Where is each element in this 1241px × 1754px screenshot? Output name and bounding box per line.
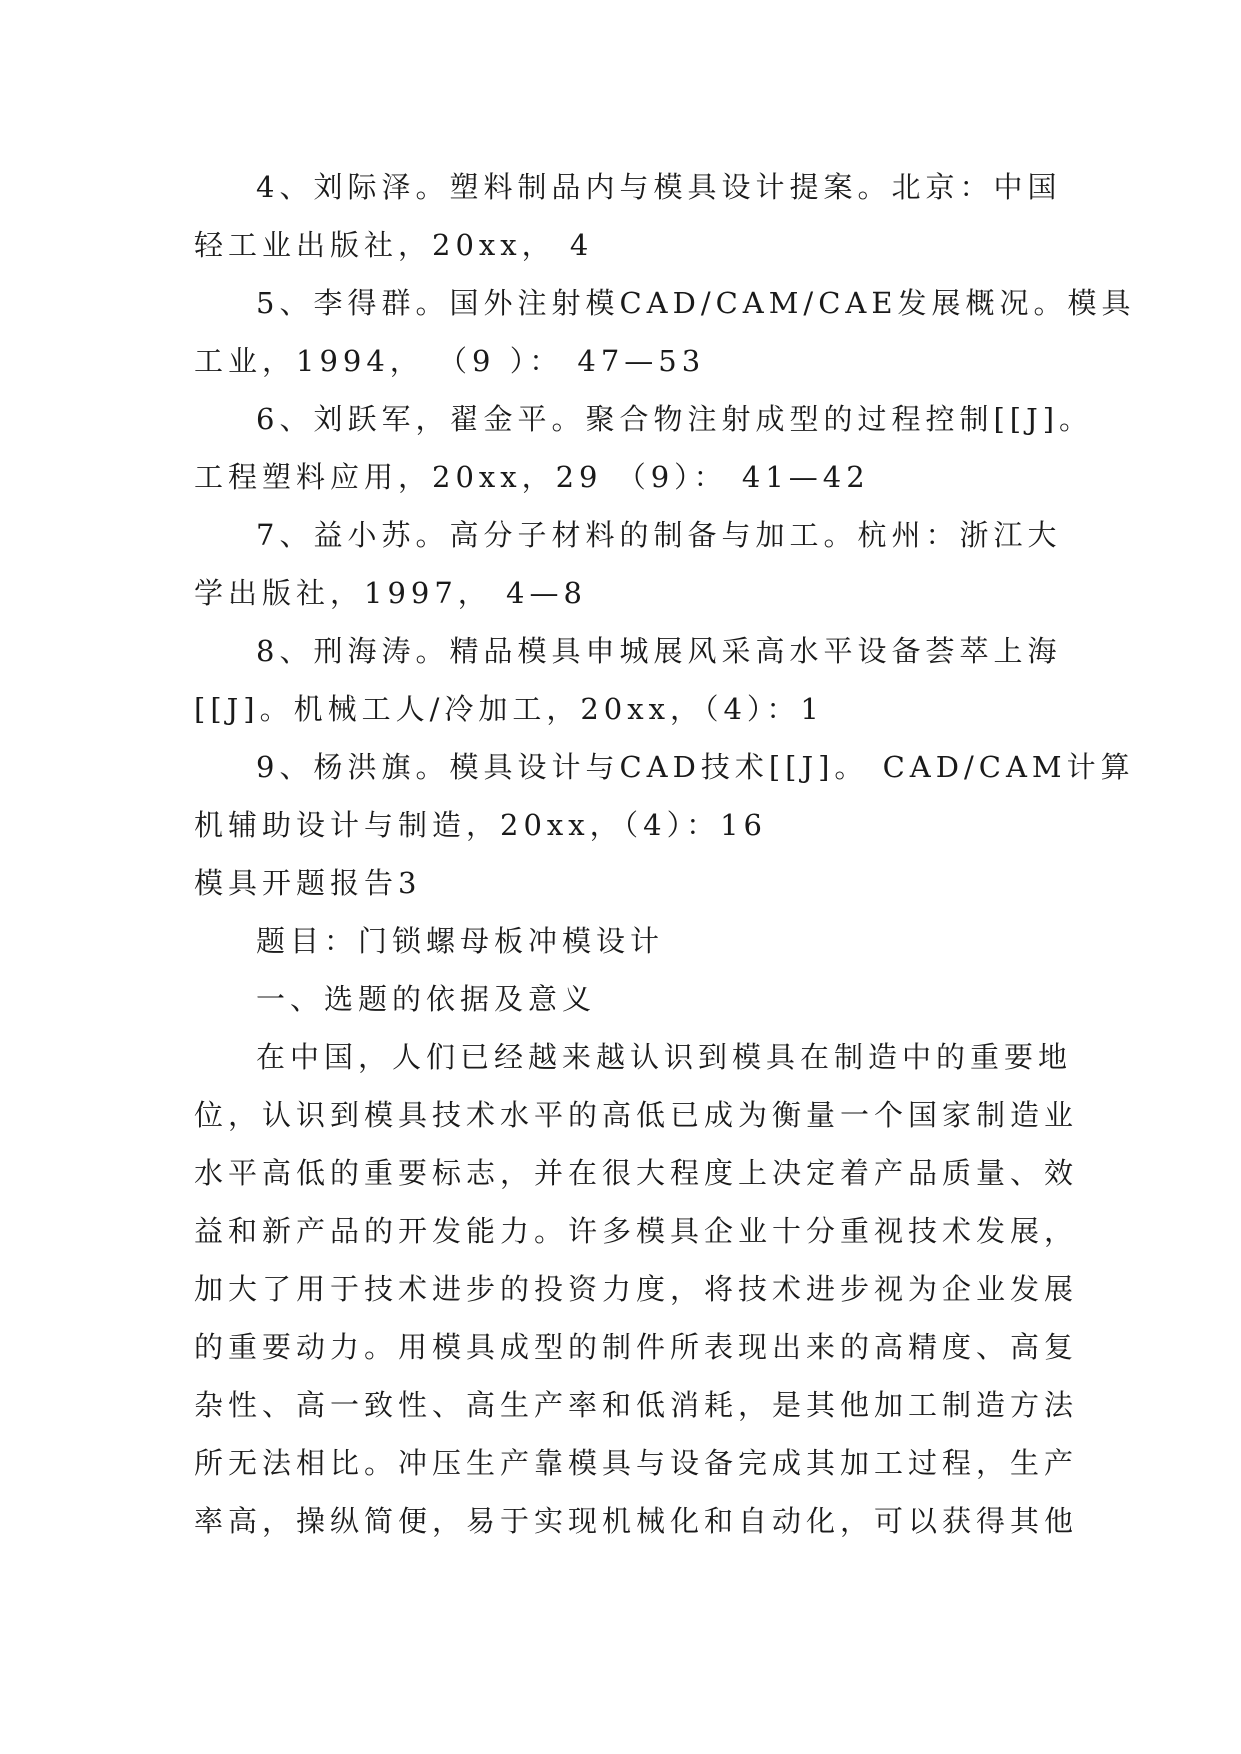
text-line: 所无法相比。冲压生产靠模具与设备完成其加工过程，生产: [194, 1446, 1079, 1480]
text-line: 在中国，人们已经越来越认识到模具在制造中的重要地: [256, 1040, 1073, 1074]
text-line: 水平高低的重要标志，并在很大程度上决定着产品质量、效: [194, 1156, 1079, 1190]
text-line: 5、李得群。国外注射模CAD/CAM/CAE发展概况。模具: [256, 286, 1136, 320]
text-line: 轻工业出版社，20xx， 4: [194, 228, 594, 262]
text-line: 6、刘跃军，翟金平。聚合物注射成型的过程控制[[J]。: [256, 402, 1094, 436]
text-line: 工程塑料应用，20xx，29 （9）： 41—42: [194, 460, 870, 494]
text-line: 位，认识到模具技术水平的高低已成为衡量一个国家制造业: [194, 1098, 1079, 1132]
text-line: 7、益小苏。高分子材料的制备与加工。杭州：浙江大: [256, 518, 1062, 552]
text-line: 机辅助设计与制造，20xx，（4）：16: [194, 808, 767, 842]
text-line: 益和新产品的开发能力。许多模具企业十分重视技术发展，: [194, 1214, 1079, 1248]
text-line: 4、刘际泽。塑料制品内与模具设计提案。北京：中国: [256, 170, 1062, 204]
section-heading: 模具开题报告3: [194, 866, 422, 900]
text-line: 杂性、高一致性、高生产率和低消耗，是其他加工制造方法: [194, 1388, 1079, 1422]
text-line: 的重要动力。用模具成型的制件所表现出来的高精度、高复: [194, 1330, 1079, 1364]
document-body: [194, 158, 1136, 1550]
text-line: 工业，1994， （9 ）： 47—53: [194, 344, 706, 378]
text-line: 8、刑海涛。精品模具申城展风采高水平设备荟萃上海: [256, 634, 1062, 668]
text-line: 一、选题的依据及意义: [256, 982, 597, 1016]
text-line: 率高，操纵简便，易于实现机械化和自动化，可以获得其他: [194, 1504, 1079, 1538]
text-line: 9、杨洪旗。模具设计与CAD技术[[J]。 CAD/CAM计算: [256, 750, 1135, 784]
text-line: 题目：门锁螺母板冲模设计: [256, 924, 665, 958]
text-line: 学出版社，1997， 4—8: [194, 576, 587, 610]
text-line: [[J]。机械工人/冷加工，20xx，（4）：1: [194, 692, 824, 726]
text-line: 加大了用于技术进步的投资力度，将技术进步视为企业发展: [194, 1272, 1079, 1306]
